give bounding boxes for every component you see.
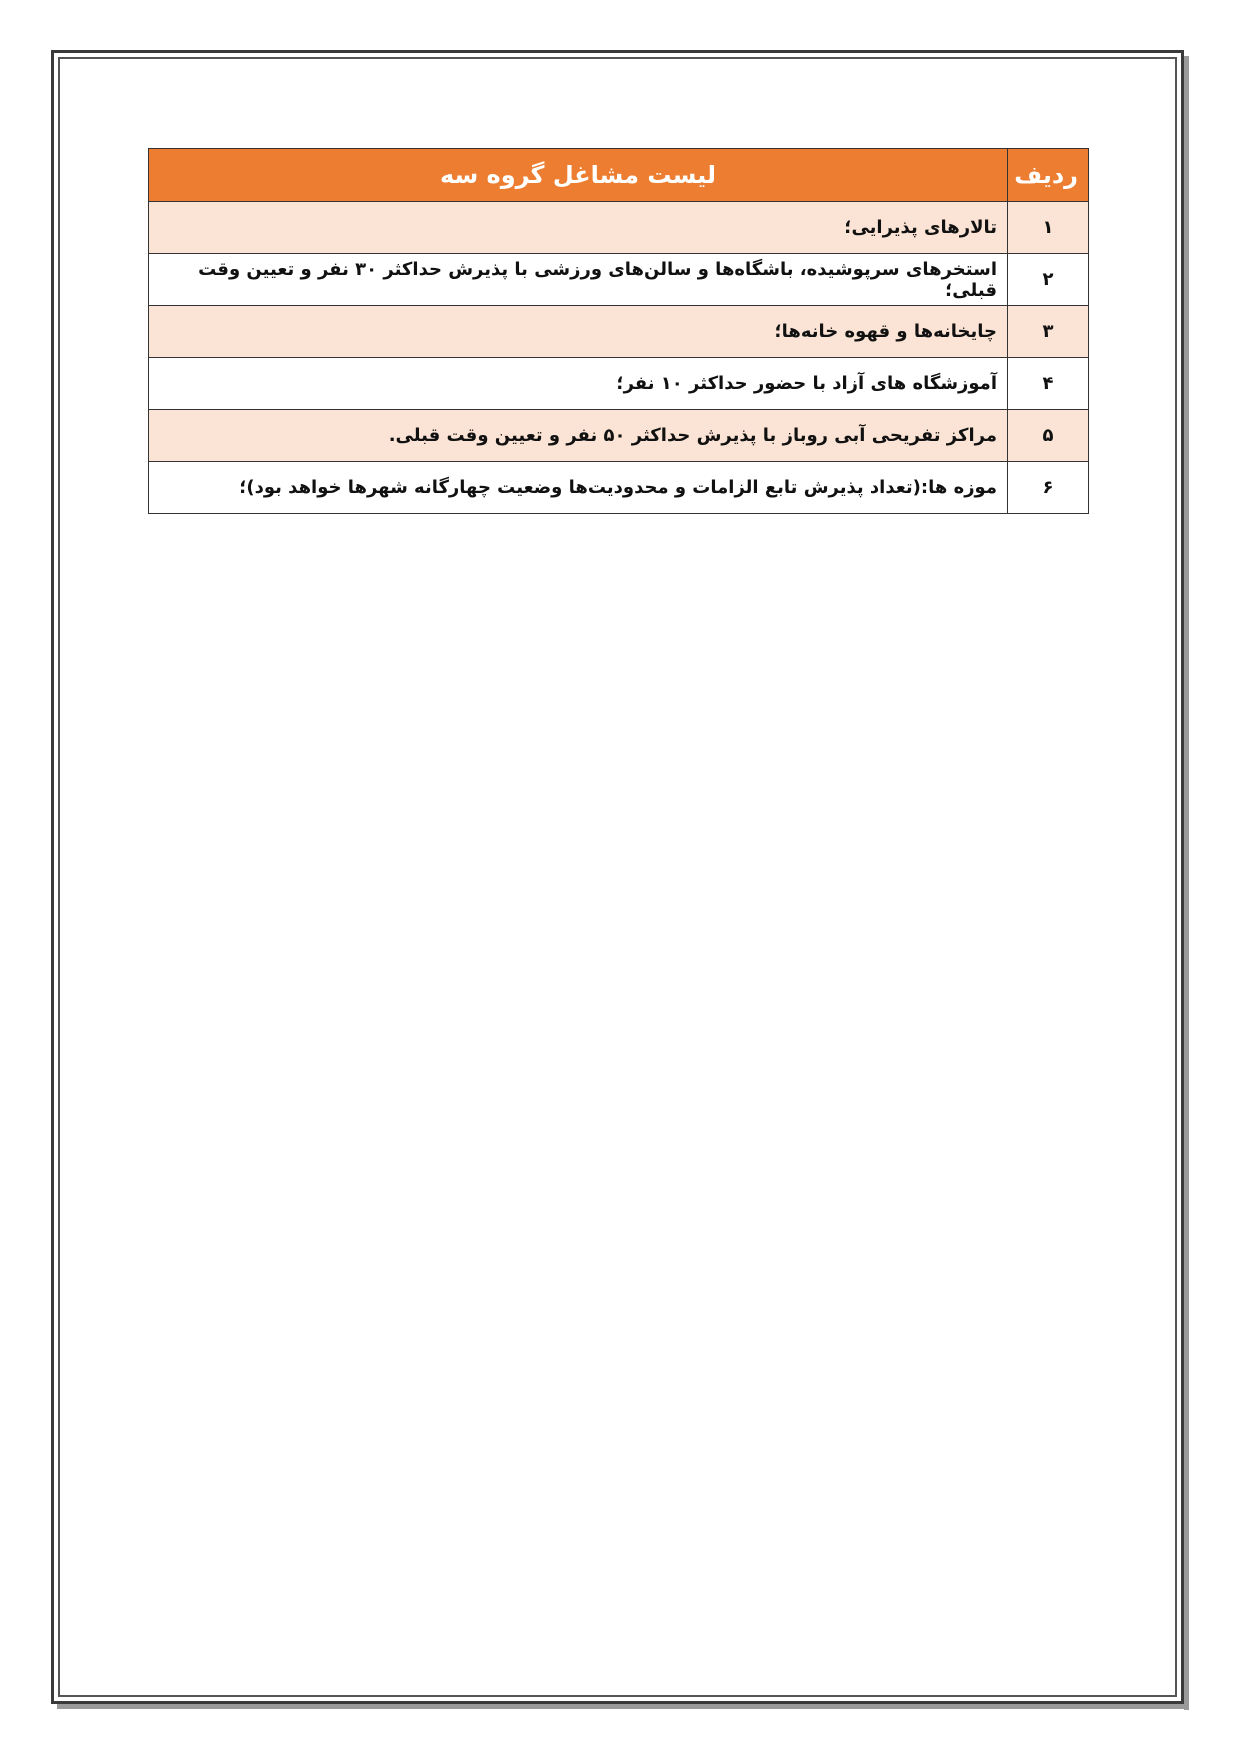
row-number: ۴ [1008, 358, 1089, 410]
row-number: ۲ [1008, 254, 1089, 306]
row-number: ۱ [1008, 202, 1089, 254]
header-row-number: ردیف [1008, 149, 1089, 202]
table-row [149, 254, 1089, 306]
row-text: مراکز تفریحی آبی روباز با پذیرش حداکثر ۵۰ نفر و تعیین وقت قبلی. [149, 410, 1008, 462]
row-text: استخرهای سرپوشیده، باشگاه‌ها و سالن‌های ورزشی با پذیرش حداکثر ۳۰ نفر و تعیین وقت قبلی؛ [149, 254, 1008, 306]
page-border-shadow-bottom [57, 1704, 1189, 1709]
row-text: تالارهای پذیرایی؛ [149, 202, 1008, 254]
row-number: ۶ [1008, 462, 1089, 514]
page-border-shadow-right [1184, 56, 1189, 1710]
row-text: چایخانه‌ها و قهوه خانه‌ها؛ [149, 306, 1008, 358]
jobs-table [148, 148, 1089, 514]
row-number: ۵ [1008, 410, 1089, 462]
table-header-row [149, 149, 1089, 202]
row-text: آموزشگاه های آزاد با حضور حداکثر ۱۰ نفر؛ [149, 358, 1008, 410]
table-row [149, 202, 1089, 254]
table-row [149, 358, 1089, 410]
table-row [149, 462, 1089, 514]
table-row [149, 306, 1089, 358]
header-title: لیست مشاغل گروه سه [149, 149, 1008, 202]
table-row [149, 410, 1089, 462]
row-text: موزه ها:(تعداد پذیرش تابع الزامات و محدودیت‌ها وضعیت چهارگانه شهرها خواهد بود)؛ [149, 462, 1008, 514]
row-number: ۳ [1008, 306, 1089, 358]
